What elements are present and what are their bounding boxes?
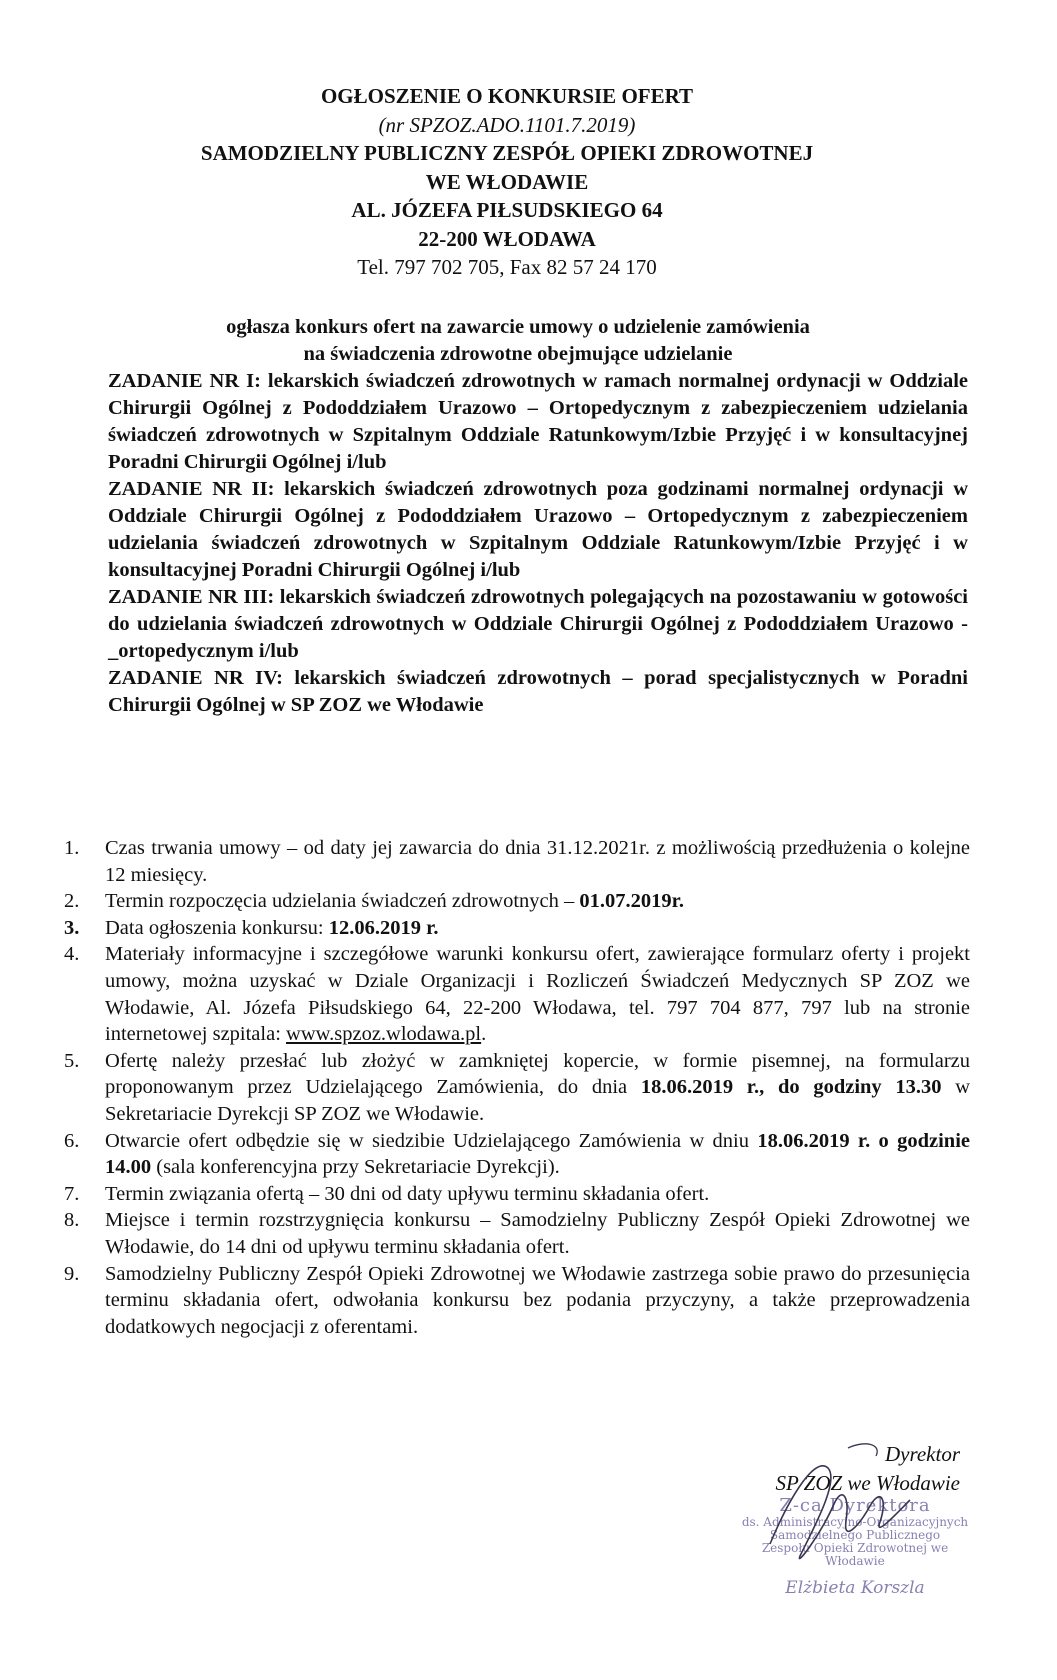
announcement-date: 12.06.2019 r. <box>328 916 439 939</box>
item-number: 8. <box>64 1209 80 1232</box>
item-text: Czas trwania umowy – od daty jej zawarcia do dnia 31.12.2021r. z możliwością przedłużenia o kolejne 12 miesięcy. <box>105 837 970 886</box>
item-text-part: Termin rozpoczęcia udzielania świadczeń zdrowotnych – <box>105 890 580 913</box>
stamp-title: Z-ca Dyrektora <box>779 1495 931 1516</box>
item-text-part: Otwarcie ofert odbędzie się w siedzibie Udzielającego Zamówienia w dniu <box>105 1129 758 1152</box>
handwritten-signature <box>700 1426 1000 1576</box>
item-text-part: w Sekretariacie Dyrekcji SP ZOZ we Włodawie. <box>105 1076 971 1125</box>
announcement-intro <box>108 314 968 719</box>
item-text-part: Data ogłoszenia konkursu: <box>105 916 329 939</box>
task-2: ZADANIE NR II: lekarskich świadczeń zdrowotnych poza godzinami normalnej ordynacji w Oddziale Chirurgii Ogólnej z Pododdziałem Urazowo – Ortopedycznym z zabezpieczeniem udzielania świadczeń zdrowotnych w Szpitalnym Oddziale Ratunkowym/Izbie Przyjęć i w konsultacyjnej Poradni Chirurgii Ogólnej i/lub <box>108 478 968 581</box>
signature-block <box>700 1440 1000 1610</box>
organization-city: WE WŁODAWIE <box>425 169 589 194</box>
intro-line-2: na świadczenia zdrowotne obejmujące udzielanie <box>303 343 733 365</box>
reference-number: (nr SPZOZ.ADO.1101.7.2019) <box>378 112 636 137</box>
start-date: 01.07.2019r. <box>579 890 684 913</box>
terms-list <box>64 835 970 1340</box>
item-number: 2. <box>64 890 80 913</box>
item-text <box>105 941 970 1047</box>
list-item <box>64 1261 970 1341</box>
item-text-part: . <box>481 1023 487 1046</box>
intro-line-1: ogłasza konkurs ofert na zawarcie umowy o udzielenie zamówienia <box>226 316 810 338</box>
item-number: 4. <box>64 943 80 966</box>
document-header <box>0 82 1014 282</box>
item-number: 9. <box>64 1262 80 1285</box>
item-text <box>105 1048 970 1128</box>
list-item <box>64 1207 970 1260</box>
list-item <box>64 941 970 1047</box>
stamp-org-line: Zespołu Opieki Zdrowotnej we Włodawie <box>761 1541 949 1568</box>
contact-line: Tel. 797 702 705, Fax 82 57 24 170 <box>357 255 657 279</box>
stamp-name: Elżbieta Korszla <box>785 1578 925 1598</box>
organization-address: AL. JÓZEFA PIŁSUDSKIEGO 64 <box>351 198 663 222</box>
signature-stroke <box>848 1444 877 1456</box>
item-text: Termin związania ofertą – 30 dni od daty upływu terminu składania ofert. <box>105 1182 710 1205</box>
submission-deadline: 18.06.2019 r., do godziny 13.30 <box>640 1076 942 1099</box>
item-text-part: Ofertę należy przesłać lub złożyć w zamkniętej kopercie, w formie pisemnej, na formularzu proponowanym przez Udzielającego Zamówienia, do dnia <box>105 1049 970 1099</box>
task-4: ZADANIE NR IV: lekarskich świadczeń zdrowotnych – porad specjalistycznych w Poradni Chirurgii Ogólnej w SP ZOZ we Włodawie <box>108 667 968 716</box>
signatory-unit: SP ZOZ we Włodawie <box>775 1471 960 1495</box>
document-title: OGŁOSZENIE O KONKURSIE OFERT <box>320 84 694 108</box>
signature-stroke <box>770 1466 910 1559</box>
item-number: 1. <box>64 837 80 859</box>
list-item <box>64 1181 970 1208</box>
item-text: Miejsce i termin rozstrzygnięcia konkursu – Samodzielny Publiczny Zespół Opieki Zdrowotnej we Włodawie, do 14 dni od upływu terminu składania ofert. <box>105 1209 970 1258</box>
list-item <box>64 915 970 942</box>
organization-name: SAMODZIELNY PUBLICZNY ZESPÓŁ OPIEKI ZDROWOTNEJ <box>200 141 814 165</box>
task-1: ZADANIE NR I: lekarskich świadczeń zdrowotnych w ramach normalnej ordynacji w Oddziale Chirurgii Ogólnej z Pododdziałem Urazowo – Ortopedycznym z zabezpieczeniem udzielania świadczeń zdrowotnych w Szpitalnym Oddziale Ratunkowym/Izbie Przyjęć i w konsultacyjnej Poradni Chirurgii Ogólnej i/lub <box>108 370 968 473</box>
stamp-org-line: Samodzielnego Publicznego <box>769 1528 941 1542</box>
item-text <box>105 1128 970 1181</box>
hospital-website-link[interactable]: www.spzoz.wlodawa.pl <box>286 1023 482 1046</box>
item-number: 3. <box>64 916 80 939</box>
item-number: 5. <box>64 1049 80 1072</box>
item-text-part: Materiały informacyjne i szczegółowe warunki konkursu ofert, zawierające formularz oferty i projekt umowy, można uzyskać w Dziale Organizacji i Rozliczeń Świadczeń Medycznych SP ZOZ we Włodawie, Al. Józefa Piłsudskiego 64, 22-200 Włodawa, tel. 797 704 877, 797 lub na stronie internetowej szpitala: <box>105 943 970 1046</box>
item-number: 6. <box>64 1129 80 1152</box>
item-text <box>105 915 970 942</box>
item-text-part: (sala konferencyjna przy Sekretariacie Dyrekcji). <box>151 1156 560 1179</box>
list-item <box>64 888 970 915</box>
item-text: Samodzielny Publiczny Zespół Opieki Zdrowotnej we Włodawie zastrzega sobie prawo do przesunięcia terminu składania ofert, odwołania konkursu bez podania przyczyny, a także przeprowadzenia dodatkowych negocjacji z oferentami. <box>105 1262 970 1338</box>
opening-date: 18.06.2019 r. o godzinie 14.00 <box>105 1129 970 1179</box>
item-text <box>105 888 970 915</box>
item-number: 7. <box>64 1182 80 1205</box>
stamp-department: ds. Administracyjno-Organizacyjnych <box>741 1515 969 1529</box>
list-item <box>64 835 970 888</box>
list-item <box>64 1048 970 1128</box>
task-3: ZADANIE NR III: lekarskich świadczeń zdrowotnych polegających na pozostawaniu w gotowości do udzielania świadczeń zdrowotnych w Oddziale Chirurgii Ogólnej z Pododdziałem Urazowo - _ortopedycznym i/lub <box>108 586 968 662</box>
signatory-role: Dyrektor <box>884 1442 960 1466</box>
organization-postal: 22-200 WŁODAWA <box>418 226 596 251</box>
list-item <box>64 1128 970 1181</box>
